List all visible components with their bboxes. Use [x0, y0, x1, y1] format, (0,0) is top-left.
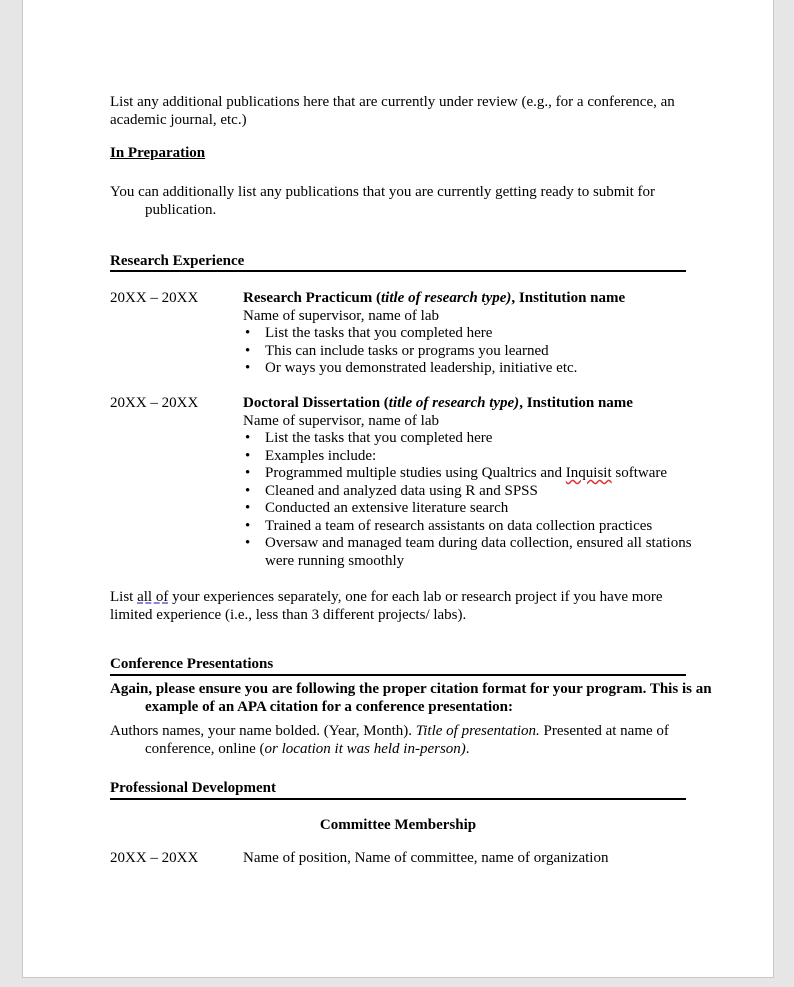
list-item: • Programmed multiple studies using Qualtrics and Inquisit software	[265, 465, 703, 483]
grammar-flag[interactable]: all of	[137, 589, 169, 605]
list-item: • List the tasks that you completed here	[265, 325, 703, 343]
research-note: List all of your experiences separately, one for each lab or research project if you have more limited experience (i.e., less than 3 different projects/ labs).	[110, 589, 663, 623]
citation-example: Authors names, your name bolded. (Year, Month). Title of presentation. Presented at name of conference, online (or location it was held in-person).	[110, 723, 669, 757]
section-rule	[110, 798, 686, 800]
entry-subtitle: Name of supervisor, name of lab	[243, 412, 440, 429]
list-item: • Conducted an extensive literature search	[265, 500, 703, 518]
entry-subtitle: Name of supervisor, name of lab	[243, 307, 440, 324]
research-experience-heading: Research Experience	[110, 253, 245, 269]
entry-title: Research Practicum (title of research type), Institution name	[243, 290, 626, 306]
list-item: • Cleaned and analyzed data using R and SPSS	[265, 483, 703, 501]
citation-instruction: Again, please ensure you are following the proper citation format for your program. This is an example of an APA citation for a conference presentation:	[110, 681, 712, 715]
list-item: • Or ways you demonstrated leadership, initiative etc.	[265, 360, 703, 378]
spelling-flag[interactable]: Inquisit	[565, 465, 612, 481]
professional-development-heading: Professional Development	[110, 780, 276, 796]
list-item: • This can include tasks or programs you learned	[265, 343, 703, 361]
list-item: • Trained a team of research assistants on data collection practices	[265, 518, 703, 536]
in-preparation-text: You can additionally list any publications that you are currently getting ready to submit for publication.	[110, 184, 656, 218]
section-rule	[110, 270, 686, 272]
entry-date: 20XX – 20XX	[110, 290, 199, 306]
conference-presentations-heading: Conference Presentations	[110, 656, 274, 672]
list-item: • Examples include:	[265, 448, 703, 466]
committee-entry: Name of position, Name of committee, name of organization	[243, 850, 609, 866]
research-entry	[243, 395, 703, 570]
entry-date: 20XX – 20XX	[110, 850, 199, 866]
list-item: • List the tasks that you completed here	[265, 430, 703, 448]
entry-date: 20XX – 20XX	[110, 395, 199, 411]
committee-membership-subheading: Committee Membership	[319, 817, 477, 833]
entry-title: Doctoral Dissertation (title of research type), Institution name	[243, 395, 633, 411]
research-entry	[243, 290, 703, 378]
under-review-text: List any additional publications here that are currently under review (e.g., for a conference, an academic journal, etc.)	[110, 94, 675, 128]
section-rule	[110, 674, 686, 676]
in-preparation-heading: In Preparation	[110, 145, 206, 161]
list-item: • Oversaw and managed team during data collection, ensured all stations were running smoothly	[265, 535, 703, 570]
